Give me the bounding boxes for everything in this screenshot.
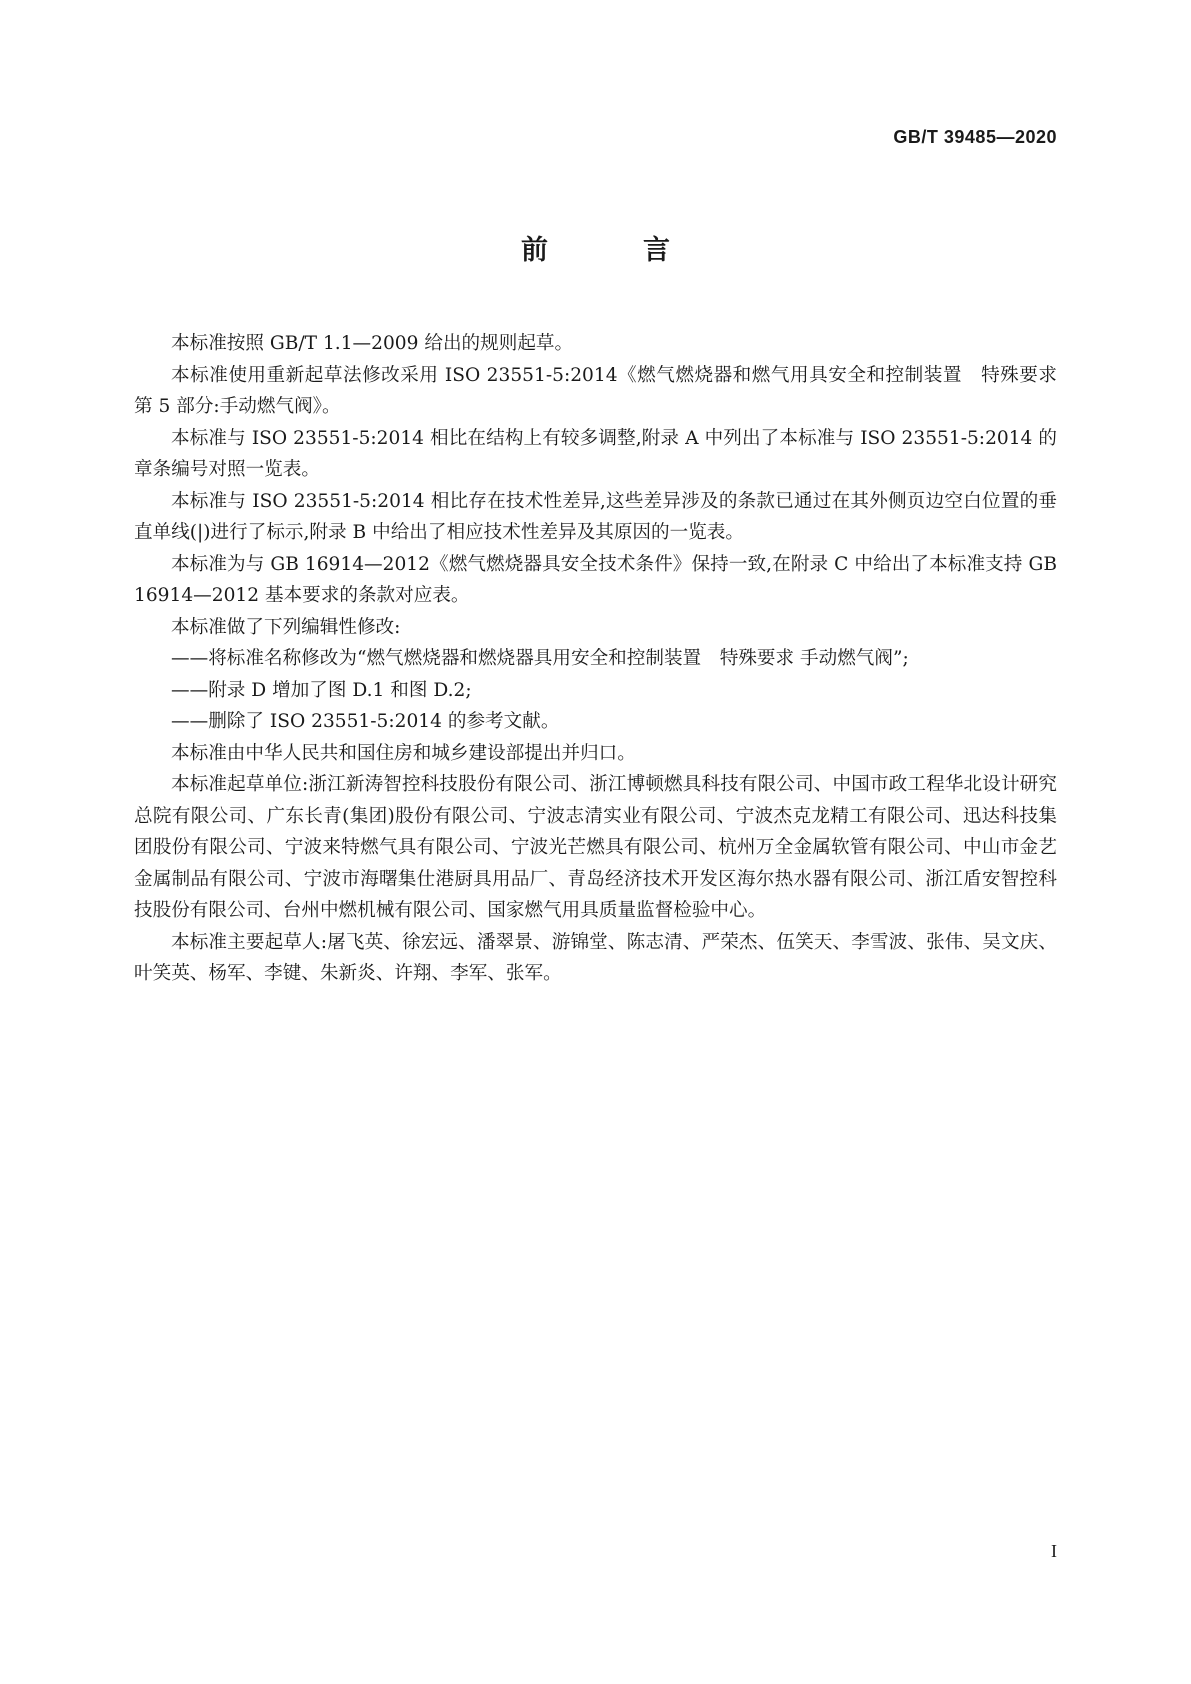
list-item-figures: ——附录 D 增加了图 D.1 和图 D.2;: [171, 679, 472, 701]
standard-code: GB/T 39485—2020: [893, 127, 1057, 147]
preface-body: [134, 328, 1076, 990]
paragraph-editorial-intro: 本标准做了下列编辑性修改:: [171, 616, 401, 638]
list-item-rename: ——将标准名称修改为“燃气燃烧器和燃烧器具用安全和控制装置 特殊要求 手动燃气阀”;: [171, 648, 909, 669]
page-number: I: [1051, 1541, 1057, 1561]
paragraph-drafters: 本标准主要起草人:屠飞英、徐宏远、潘翠景、游锦堂、陈志清、严荣杰、伍笑天、李雪波、张伟、吴文庆、叶笑英、杨军、李键、朱新炎、许翔、李军、张军。: [134, 931, 1057, 984]
paragraph-technical-differences: 本标准与 ISO 23551-5:2014 相比存在技术性差异,这些差异涉及的条款已通过在其外侧页边空白位置的垂直单线(|)进行了标示,附录 B 中给出了相应技术性差异及其原因的一览表。: [134, 490, 1057, 543]
paragraph-consistency: 本标准为与 GB 16914—2012《燃气燃烧器具安全技术条件》保持一致,在附录 C 中给出了本标准支持 GB 16914—2012 基本要求的条款对应表。: [134, 553, 1057, 606]
paragraph-adoption-method: 本标准使用重新起草法修改采用 ISO 23551-5:2014《燃气燃烧器和燃气用具安全和控制装置 特殊要求 第 5 部分:手动燃气阀》。: [134, 364, 1076, 417]
paragraph-structure-changes: 本标准与 ISO 23551-5:2014 相比在结构上有较多调整,附录 A 中列出了本标准与 ISO 23551-5:2014 的章条编号对照一览表。: [134, 427, 1057, 480]
paragraph-proposer: 本标准由中华人民共和国住房和城乡建设部提出并归口。: [171, 742, 636, 764]
paragraph-drafting-units: 本标准起草单位:浙江新涛智控科技股份有限公司、浙江博顿燃具科技有限公司、中国市政工程华北设计研究总院有限公司、广东长青(集团)股份有限公司、宁波志清实业有限公司、宁波杰克龙精工有限公司、迅达科技集团股份有限公司、宁波来特燃气具有限公司、宁波光芒燃具有限公司、杭州万全金属软管有限公司、中山市金艺金属制品有限公司、宁波市海曙集仕港厨具用品厂、青岛经济技术开发区海尔热水器有限公司、浙江盾安智控科技股份有限公司、台州中燃机械有限公司、国家燃气用具质量监督检验中心。: [134, 774, 1057, 921]
list-item-bibliography: ——删除了 ISO 23551-5:2014 的参考文献。: [171, 711, 560, 732]
page-title: 前 言: [521, 235, 704, 266]
paragraph-drafting-rules: 本标准按照 GB/T 1.1—2009 给出的规则起草。: [171, 333, 574, 354]
